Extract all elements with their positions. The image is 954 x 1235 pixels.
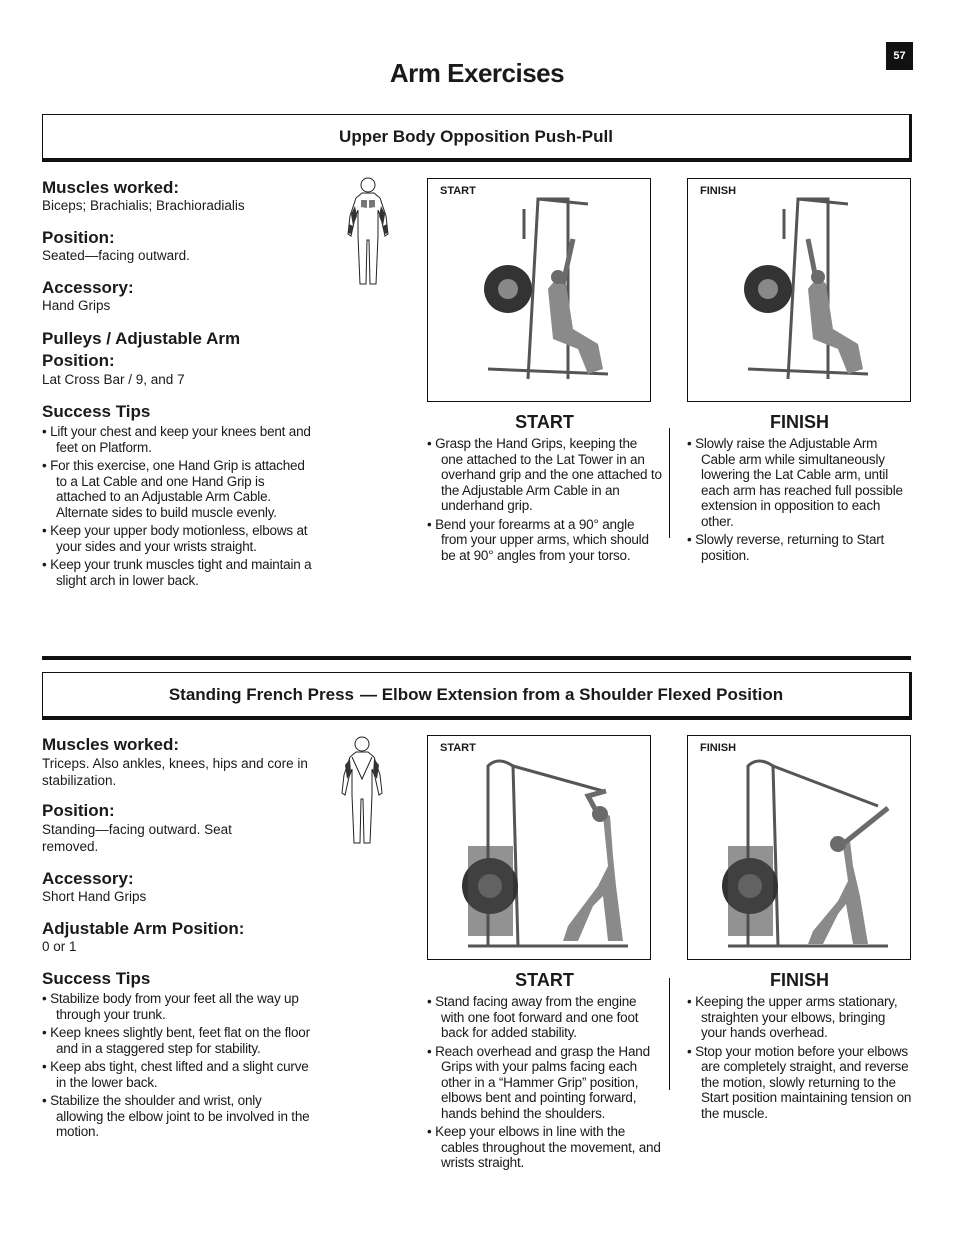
tip-item: • Keep abs tight, chest lifted and a slight curve in the lower back. — [42, 1059, 312, 1090]
page-number: 57 — [886, 42, 913, 70]
accessory-text: Hand Grips — [42, 298, 111, 313]
exercise2-title: Standing French Press — [168, 684, 354, 704]
exercise1-details — [42, 178, 312, 591]
finish-photo — [687, 178, 911, 402]
exercise1-banner — [42, 114, 912, 162]
start-photo — [427, 735, 651, 960]
column-divider — [669, 978, 670, 1090]
start-steps — [427, 436, 662, 563]
position-text: Standing—facing outward. Seat removed. — [42, 822, 232, 854]
tips-heading: Success Tips — [42, 969, 151, 988]
step-item: • Keep your elbows in line with the cables throughout the movement, and wrists straight. — [427, 1124, 662, 1171]
start-column — [427, 412, 662, 566]
step-item: • Reach overhead and grasp the Hand Grips with your palms facing each other in a “Hammer Grip” position, elbows bent and pointing forward, hands behind the shoulders. — [427, 1044, 662, 1122]
home-gym-seated-icon — [688, 179, 910, 401]
finish-photo-label: FINISH — [700, 185, 737, 197]
finish-photo — [687, 735, 911, 960]
start-heading: START — [515, 970, 574, 990]
tip-item: • Stabilize the shoulder and wrist, only allowing the elbow joint to be involved in the motion. — [42, 1093, 312, 1140]
home-gym-standing-icon — [428, 736, 650, 959]
start-photo-label: START — [440, 742, 476, 754]
finish-steps — [687, 436, 912, 563]
accessory-text: Short Hand Grips — [42, 889, 147, 904]
start-column — [427, 970, 662, 1174]
muscles-text: Biceps; Brachialis; Brachioradialis — [42, 198, 245, 213]
tip-item: • Keep your upper body motionless, elbows at your sides and your wrists straight. — [42, 523, 312, 554]
step-item: • Bend your forearms at a 90° angle from your upper arms, which should be at 90° angles from your torso. — [427, 517, 662, 564]
column-divider — [669, 428, 670, 538]
step-item: • Slowly raise the Adjustable Arm Cable arm while simultaneously lowering the Lat Cable arm, until each arm has reached full possible extension in opposition to each other. — [687, 436, 912, 529]
arm-position-text: 0 or 1 — [42, 939, 77, 954]
start-photo — [427, 178, 651, 402]
tips-list — [42, 424, 312, 588]
home-gym-seated-icon — [428, 179, 650, 401]
start-steps — [427, 994, 662, 1171]
finish-column — [687, 412, 912, 566]
finish-heading: FINISH — [769, 412, 829, 432]
tips-list — [42, 991, 312, 1140]
tip-item: • Keep your trunk muscles tight and maintain a slight arch in lower back. — [42, 557, 312, 588]
arm-position-heading: Adjustable Arm Position: — [42, 919, 245, 938]
start-photo-label: START — [440, 185, 476, 197]
tip-item: • For this exercise, one Hand Grip is attached to a Lat Cable and one Hand Grip is attached to an Adjustable Arm Cable. Alternate sides to build muscle evenly. — [42, 458, 312, 520]
finish-column — [687, 970, 912, 1124]
step-item: • Slowly reverse, returning to Start position. — [687, 532, 912, 563]
muscles-heading: Muscles worked: — [42, 735, 179, 754]
home-gym-standing-icon — [688, 736, 910, 959]
exercise2-details — [42, 735, 312, 1143]
step-item: • Stand facing away from the engine with one foot forward and one foot back for added stability. — [427, 994, 662, 1041]
finish-steps — [687, 994, 912, 1121]
exercise2-subtitle: — Elbow Extension from a Shoulder Flexed Position — [360, 684, 784, 704]
step-item: • Stop your motion before your elbows are completely straight, and reverse the motion, slowly returning to the Start position maintaining tension on the muscle. — [687, 1044, 912, 1122]
muscles-heading: Muscles worked: — [42, 178, 179, 197]
step-item: • Grasp the Hand Grips, keeping the one attached to the Lat Tower in an overhand grip and the one attached to the Adjustable Arm Cable in an underhand grip. — [427, 436, 662, 514]
finish-photo-label: FINISH — [700, 742, 737, 754]
accessory-heading: Accessory: — [42, 869, 134, 888]
position-heading: Position: — [42, 801, 115, 820]
pulleys-heading: Pulleys / Adjustable Arm Position: — [42, 329, 241, 370]
step-item: • Keeping the upper arms stationary, straighten your elbows, bringing your hands overhead. — [687, 994, 912, 1041]
page-title: Arm Exercises — [389, 58, 565, 88]
muscles-text: Triceps. Also ankles, knees, hips and core in stabilization. — [42, 756, 308, 788]
start-heading: START — [515, 412, 574, 432]
section-divider — [42, 656, 911, 660]
position-text: Seated—facing outward. — [42, 248, 190, 263]
accessory-heading: Accessory: — [42, 278, 134, 297]
exercise2-banner — [42, 672, 912, 720]
tip-item: • Lift your chest and keep your knees bent and feet on Platform. — [42, 424, 312, 455]
pulleys-text: Lat Cross Bar / 9, and 7 — [42, 372, 185, 387]
muscle-diagram-back-icon — [336, 735, 388, 847]
muscle-diagram-front-icon — [342, 176, 394, 288]
position-heading: Position: — [42, 228, 115, 247]
tips-heading: Success Tips — [42, 402, 151, 421]
finish-heading: FINISH — [769, 970, 829, 990]
tip-item: • Keep knees slightly bent, feet flat on the floor and in a staggered step for stability. — [42, 1025, 312, 1056]
exercise1-title: Upper Body Opposition Push-Pull — [339, 126, 613, 146]
tip-item: • Stabilize body from your feet all the way up through your trunk. — [42, 991, 312, 1022]
